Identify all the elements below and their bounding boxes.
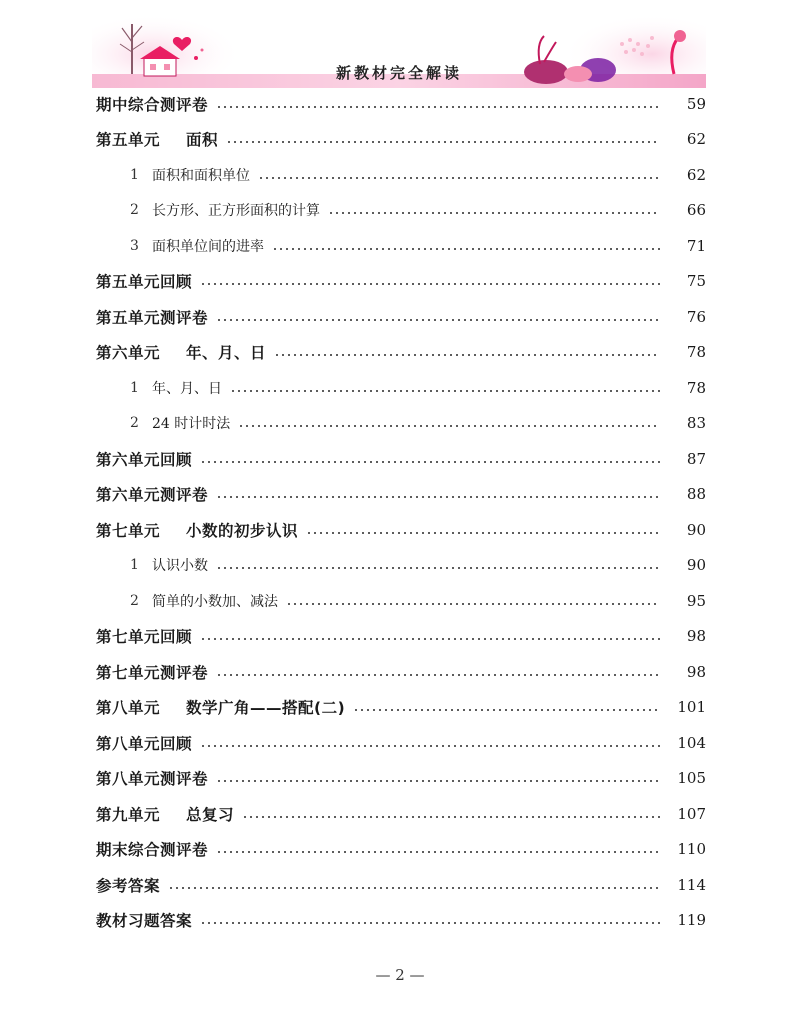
toc-entry-label — [130, 555, 208, 575]
toc-entry-unit-name: 总复习 — [186, 805, 235, 824]
toc-entry-page: 119 — [677, 911, 706, 930]
toc-entry-page: 114 — [677, 875, 706, 894]
toc-entry-label — [96, 732, 192, 754]
dot-leader — [168, 887, 660, 889]
toc-entry[interactable] — [96, 406, 706, 442]
toc-entry-number: 1 — [130, 557, 139, 574]
toc-entry-label — [96, 767, 208, 789]
dot-leader — [200, 638, 660, 640]
toc-entry[interactable] — [96, 867, 706, 903]
toc-entry-label — [96, 696, 345, 718]
toc-entry-title: 第七单元测评卷 — [96, 663, 209, 682]
toc-entry-label — [96, 803, 234, 825]
toc-entry-label — [96, 128, 218, 150]
toc-entry-label — [96, 909, 192, 931]
toc-entry-label — [130, 413, 230, 433]
dot-leader — [216, 674, 660, 676]
toc-entry[interactable] — [96, 477, 706, 513]
dot-leader — [274, 354, 660, 356]
toc-entry-page: 88 — [686, 485, 706, 504]
toc-entry-label — [130, 378, 222, 398]
toc-entry-label — [96, 874, 160, 896]
toc-entry-title: 长方形、正方形面积的计算 — [152, 203, 320, 220]
toc-entry-label — [96, 661, 208, 683]
header-title: 新教材完全解读 — [335, 64, 462, 82]
dot-leader — [216, 851, 660, 853]
toc-entry-page: 90 — [686, 520, 706, 539]
toc-entry-page: 75 — [686, 272, 706, 291]
header-banner — [92, 14, 706, 88]
table-of-contents — [96, 86, 706, 938]
toc-entry-page: 105 — [677, 769, 706, 788]
toc-entry-title: 第五单元 — [96, 131, 161, 150]
dot-leader — [286, 603, 660, 605]
toc-entry-title: 第八单元 — [96, 699, 161, 718]
toc-entry-number: 2 — [130, 202, 139, 219]
toc-entry-label — [130, 165, 250, 185]
toc-entry-page: 87 — [686, 449, 706, 468]
toc-entry-page: 78 — [686, 378, 706, 397]
toc-entry-unit-name: 面积 — [186, 131, 219, 150]
toc-entry-title: 期中综合测评卷 — [96, 95, 209, 114]
toc-entry[interactable] — [96, 335, 706, 371]
toc-entry-page: 62 — [686, 130, 706, 149]
toc-entry[interactable] — [96, 548, 706, 584]
toc-entry-label — [96, 93, 208, 115]
toc-entry[interactable] — [96, 619, 706, 655]
toc-entry[interactable] — [96, 903, 706, 939]
toc-entry-number: 2 — [130, 592, 139, 609]
dot-leader — [226, 141, 660, 143]
toc-entry-title: 24 时计时法 — [152, 416, 231, 433]
toc-entry-page: 62 — [686, 165, 706, 184]
toc-entry-number: 2 — [130, 415, 139, 432]
toc-entry[interactable] — [96, 299, 706, 335]
dot-leader — [216, 319, 660, 321]
toc-entry-title: 第六单元回顾 — [96, 450, 193, 469]
toc-entry[interactable] — [96, 193, 706, 229]
toc-entry-label — [130, 236, 264, 256]
toc-entry-title: 面积单位间的进率 — [152, 238, 264, 255]
toc-entry[interactable] — [96, 583, 706, 619]
dot-leader — [328, 212, 660, 214]
toc-entry-unit-name: 年、月、日 — [186, 344, 267, 363]
toc-entry-page: 78 — [686, 343, 706, 362]
dot-leader — [238, 425, 660, 427]
dot-leader — [200, 283, 660, 285]
toc-entry-page: 104 — [677, 733, 706, 752]
toc-entry-page: 59 — [686, 94, 706, 113]
toc-entry[interactable] — [96, 796, 706, 832]
toc-entry-title: 第六单元 — [96, 344, 161, 363]
toc-entry-page: 110 — [677, 840, 706, 859]
toc-entry[interactable] — [96, 690, 706, 726]
toc-entry[interactable] — [96, 725, 706, 761]
dot-leader — [216, 567, 660, 569]
toc-entry[interactable] — [96, 86, 706, 122]
toc-entry-title: 参考答案 — [96, 876, 161, 895]
toc-entry-title: 第八单元测评卷 — [96, 770, 209, 789]
toc-entry-label — [96, 519, 298, 541]
dot-leader — [216, 106, 660, 108]
toc-entry-title: 面积和面积单位 — [152, 167, 250, 184]
toc-entry-unit-name: 小数的初步认识 — [186, 521, 299, 540]
toc-entry-unit-name: 数学广角——搭配(二) — [186, 699, 346, 718]
footer-page-number: — 2 — — [375, 966, 425, 984]
toc-entry-page: 83 — [686, 414, 706, 433]
toc-entry-page: 66 — [686, 201, 706, 220]
dot-leader — [258, 177, 660, 179]
toc-entry-title: 第七单元 — [96, 521, 161, 540]
toc-entry[interactable] — [96, 264, 706, 300]
dot-leader — [272, 248, 660, 250]
toc-entry[interactable] — [96, 761, 706, 797]
dot-leader — [242, 816, 660, 818]
dot-leader — [353, 709, 660, 711]
toc-entry[interactable] — [96, 370, 706, 406]
toc-entry-label — [96, 625, 192, 647]
toc-entry-label — [96, 306, 208, 328]
toc-entry[interactable] — [96, 654, 706, 690]
toc-entry-number: 3 — [130, 237, 139, 254]
dot-leader — [230, 390, 660, 392]
dot-leader — [216, 780, 660, 782]
dot-leader — [216, 496, 660, 498]
toc-entry-label — [96, 838, 208, 860]
toc-entry[interactable] — [96, 122, 706, 158]
toc-entry-label — [96, 448, 192, 470]
toc-entry-label — [130, 591, 278, 611]
toc-entry-title: 第七单元回顾 — [96, 628, 193, 647]
toc-entry-page: 101 — [677, 698, 706, 717]
toc-entry-number: 1 — [130, 166, 139, 183]
dot-leader — [200, 922, 660, 924]
toc-entry-page: 90 — [686, 556, 706, 575]
toc-entry-page: 107 — [677, 804, 706, 823]
toc-entry-label — [96, 341, 266, 363]
toc-entry-page: 76 — [686, 307, 706, 326]
toc-entry-title: 年、月、日 — [152, 380, 222, 397]
toc-entry-number: 1 — [130, 379, 139, 396]
toc-entry-page: 98 — [686, 627, 706, 646]
toc-entry[interactable] — [96, 832, 706, 868]
dot-leader — [200, 745, 660, 747]
toc-entry[interactable] — [96, 512, 706, 548]
dot-leader — [200, 461, 660, 463]
toc-entry-label — [96, 483, 208, 505]
toc-entry[interactable] — [96, 441, 706, 477]
toc-entry-title: 认识小数 — [152, 558, 208, 575]
toc-entry-title: 期末综合测评卷 — [96, 841, 209, 860]
toc-entry-title: 简单的小数加、减法 — [152, 593, 278, 610]
toc-entry-title: 第五单元回顾 — [96, 273, 193, 292]
toc-entry-label — [96, 270, 192, 292]
toc-entry-page: 95 — [686, 591, 706, 610]
toc-entry-title: 第八单元回顾 — [96, 734, 193, 753]
toc-entry-title: 第五单元测评卷 — [96, 308, 209, 327]
toc-entry[interactable] — [96, 228, 706, 264]
toc-entry-title: 教材习题答案 — [96, 912, 193, 931]
dot-leader — [306, 532, 660, 534]
toc-entry-label — [130, 200, 320, 220]
toc-entry[interactable] — [96, 157, 706, 193]
toc-entry-title: 第六单元测评卷 — [96, 486, 209, 505]
toc-entry-title: 第九单元 — [96, 805, 161, 824]
toc-entry-page: 98 — [686, 662, 706, 681]
toc-entry-page: 71 — [686, 236, 706, 255]
